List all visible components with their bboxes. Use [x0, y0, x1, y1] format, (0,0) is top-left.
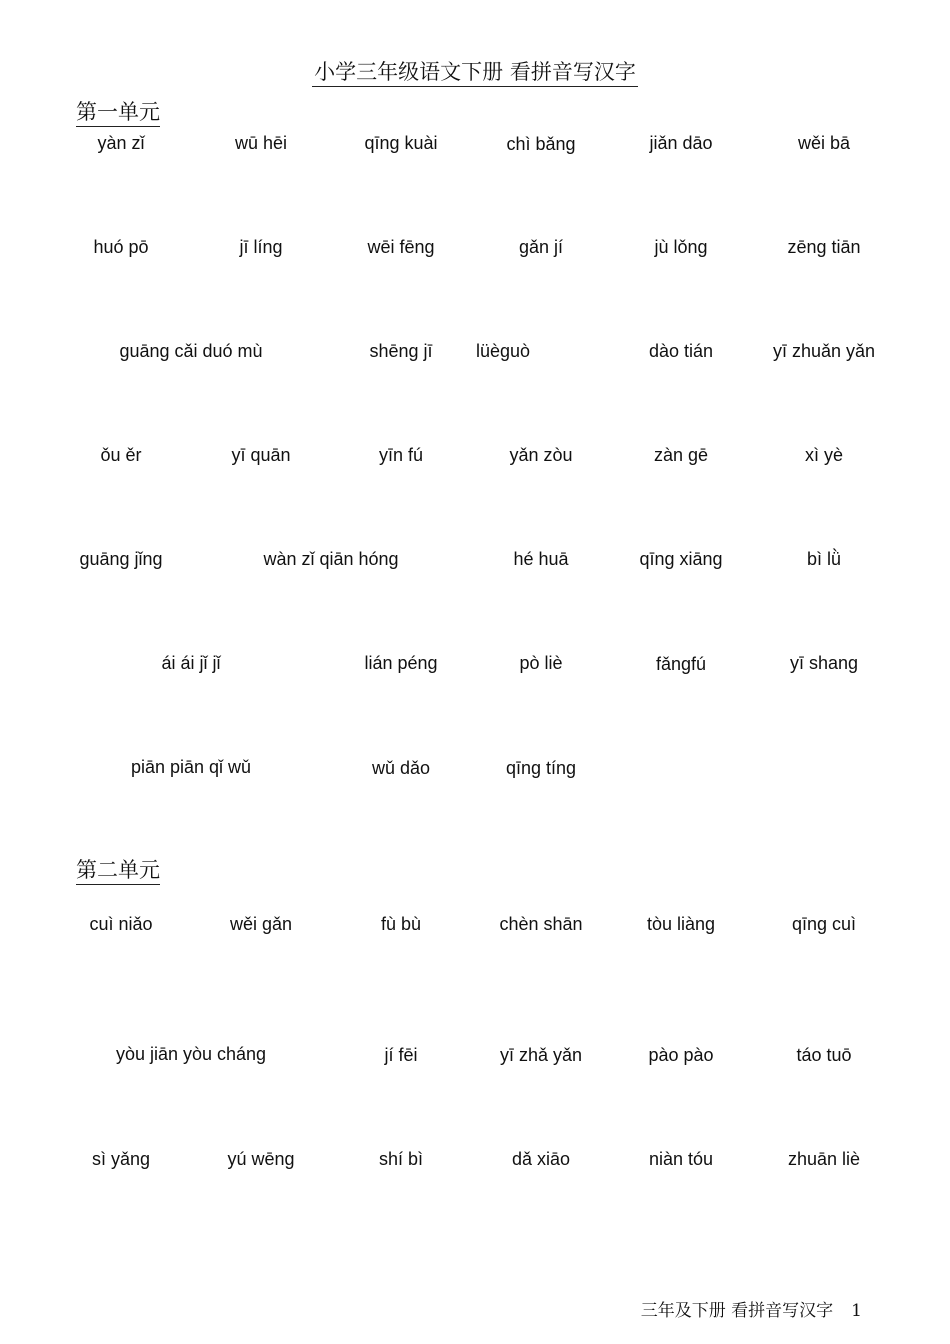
- pinyin-item: fǎngfú: [655, 654, 707, 674]
- pinyin-item: sì yǎng: [91, 1149, 151, 1169]
- pinyin-item: yǎn zòu: [509, 445, 573, 465]
- pinyin-item: yī shang: [789, 653, 859, 673]
- pinyin-item: tòu liàng: [646, 914, 716, 934]
- pinyin-item: qīng xiāng: [639, 549, 723, 569]
- unit-2-heading: 第二单元: [76, 858, 160, 885]
- pinyin-item: yīn fú: [378, 445, 424, 465]
- pinyin-item: yī zhuǎn yǎn: [772, 341, 876, 361]
- pinyin-item: wěi bā: [797, 133, 851, 153]
- pinyin-item: bì lǜ: [806, 549, 842, 569]
- pinyin-item: jiǎn dāo: [649, 133, 713, 153]
- pinyin-item: jí fēi: [384, 1045, 418, 1065]
- page-title-text: 小学三年级语文下册 看拼音写汉字: [312, 60, 638, 87]
- pinyin-item: yú wēng: [227, 1149, 295, 1169]
- pinyin-item: jī líng: [239, 237, 283, 257]
- pinyin-item: jù lǒng: [654, 237, 708, 257]
- pinyin-item: shí bì: [378, 1149, 424, 1169]
- pinyin-item: lián péng: [364, 653, 438, 673]
- pinyin-item: wū hēi: [234, 133, 288, 153]
- pinyin-item: pò liè: [519, 653, 563, 673]
- pinyin-item: yī quān: [231, 445, 291, 465]
- pinyin-item: pào pào: [648, 1045, 714, 1065]
- pinyin-item: qīng kuài: [364, 133, 438, 153]
- pinyin-item: lüèguò: [475, 341, 531, 361]
- pinyin-item: piān piān qǐ wǔ: [130, 757, 252, 777]
- pinyin-item: ái ái jǐ jǐ: [161, 653, 221, 673]
- pinyin-item: xì yè: [804, 445, 844, 465]
- pinyin-item: zhuān liè: [787, 1149, 861, 1169]
- pinyin-item: wēi fēng: [367, 237, 435, 257]
- page-footer: [641, 1296, 862, 1321]
- pinyin-item: chì bǎng: [506, 134, 576, 154]
- pinyin-item: wěi gǎn: [229, 914, 293, 934]
- pinyin-item: cuì niǎo: [89, 914, 153, 934]
- pinyin-item: dǎ xiāo: [511, 1149, 571, 1169]
- pinyin-item: guāng cǎi duó mù: [119, 341, 263, 361]
- page-number: 1: [851, 1301, 862, 1321]
- footer-text: 三年及下册 看拼音写汉字: [640, 1301, 834, 1321]
- pinyin-item: qīng tíng: [505, 758, 577, 778]
- pinyin-item: ǒu ěr: [100, 445, 142, 465]
- page-title: [0, 56, 950, 86]
- pinyin-item: zēng tiān: [787, 237, 861, 257]
- pinyin-item: zàn gē: [653, 445, 709, 465]
- pinyin-item: huó pō: [93, 237, 149, 257]
- pinyin-item: fù bù: [380, 914, 422, 934]
- pinyin-item: chèn shān: [499, 914, 583, 934]
- pinyin-item: táo tuō: [796, 1045, 852, 1065]
- pinyin-item: guāng jǐng: [79, 549, 163, 569]
- pinyin-item: yī zhǎ yǎn: [499, 1045, 583, 1065]
- pinyin-item: qīng cuì: [791, 914, 857, 934]
- pinyin-item: wǔ dǎo: [371, 758, 431, 778]
- pinyin-item: gǎn jí: [518, 237, 564, 257]
- pinyin-item: yòu jiān yòu cháng: [115, 1044, 267, 1064]
- pinyin-item: dào tián: [648, 341, 714, 361]
- pinyin-item: yàn zǐ: [97, 133, 145, 153]
- pinyin-item: hé huā: [513, 549, 569, 569]
- pinyin-item: shēng jī: [369, 341, 433, 361]
- pinyin-item: wàn zǐ qiān hóng: [263, 549, 399, 569]
- unit-1-heading: 第一单元: [76, 100, 160, 127]
- pinyin-item: niàn tóu: [648, 1149, 714, 1169]
